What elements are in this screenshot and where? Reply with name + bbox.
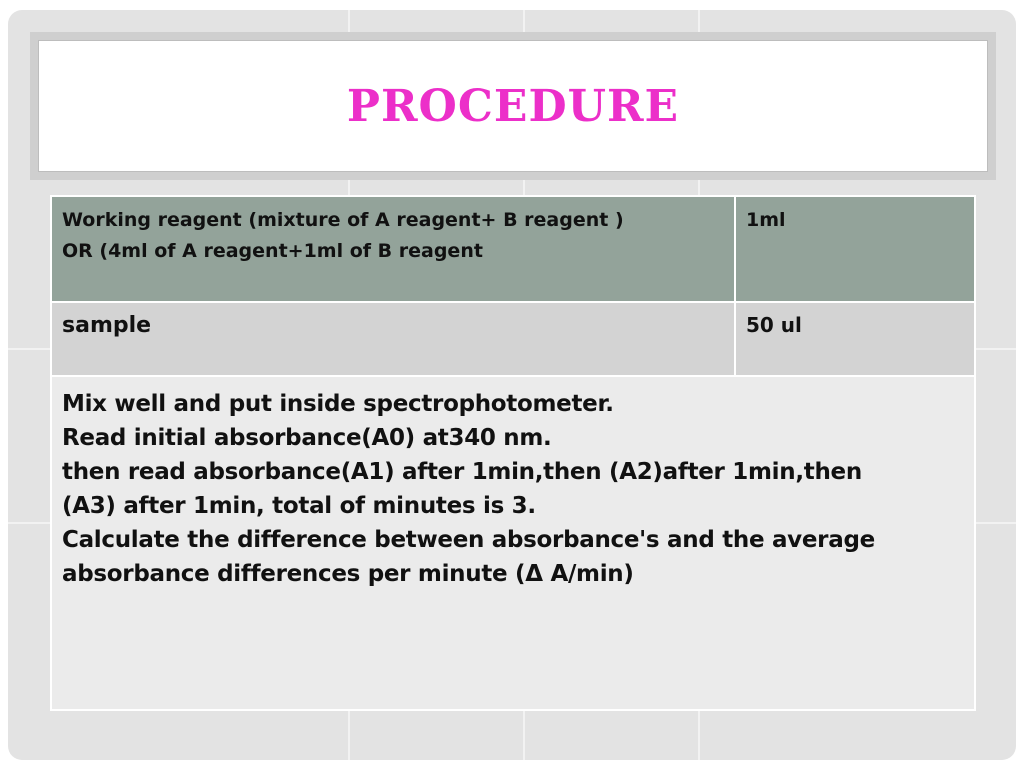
sample-quantity-cell [735, 302, 975, 376]
sample-quantity: 50 ul [746, 313, 802, 337]
instruction-line: absorbance differences per minute (Δ A/min) [62, 561, 634, 587]
instruction-line: then read absorbance(A1) after 1min,then (A2)after 1min,then [62, 459, 862, 485]
instruction-line: Mix well and put inside spectrophotometer. [62, 391, 614, 417]
reagent-line: Working reagent (mixture of A reagent+ B reagent ) [62, 209, 624, 231]
page-title: PROCEDURE [346, 80, 680, 132]
instructions-cell [51, 376, 975, 710]
table-row [51, 376, 975, 710]
reagent-description-cell [51, 196, 735, 302]
slide-frame [8, 10, 1016, 760]
title-panel [38, 40, 988, 172]
title-box [30, 32, 996, 180]
reagent-quantity-cell [735, 196, 975, 302]
table-row [51, 196, 975, 302]
procedure-table [50, 195, 976, 711]
instruction-line: (A3) after 1min, total of minutes is 3. [62, 493, 536, 519]
sample-description-cell [51, 302, 735, 376]
table-row [51, 302, 975, 376]
instruction-line: Calculate the difference between absorbance's and the average [62, 527, 875, 553]
sample-label: sample [62, 313, 152, 338]
reagent-line: OR (4ml of A reagent+1ml of B reagent [62, 240, 483, 262]
instruction-line: Read initial absorbance(A0) at340 nm. [62, 425, 552, 451]
reagent-quantity: 1ml [746, 209, 786, 231]
